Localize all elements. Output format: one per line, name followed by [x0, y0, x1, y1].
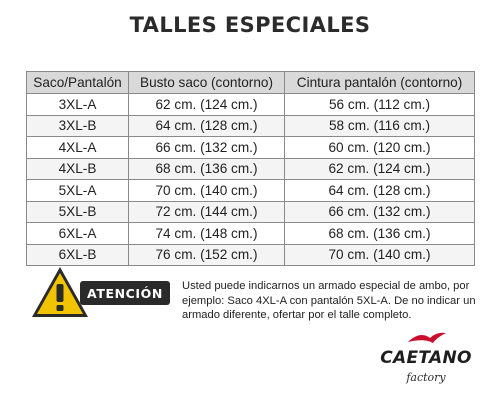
- cell-size: 3XL-A: [27, 94, 129, 116]
- table-row: [27, 115, 475, 137]
- table-header-row: [27, 72, 475, 94]
- table-row: [27, 94, 475, 116]
- table-row: [27, 223, 475, 245]
- cell-bust: 64 cm. (128 cm.): [129, 115, 285, 137]
- cell-waist: 56 cm. (112 cm.): [285, 94, 475, 116]
- table-row: [27, 201, 475, 223]
- table-body: [27, 94, 475, 266]
- cell-waist: 70 cm. (140 cm.): [285, 244, 475, 266]
- table-row: [27, 158, 475, 180]
- cell-size: 3XL-B: [27, 115, 129, 137]
- table-row: [27, 180, 475, 202]
- table-row: [27, 244, 475, 266]
- cell-size: 4XL-B: [27, 158, 129, 180]
- cell-bust: 66 cm. (132 cm.): [129, 137, 285, 159]
- size-table: [26, 71, 475, 266]
- warning-label: ATENCIÓN: [80, 281, 170, 305]
- cell-size: 5XL-A: [27, 180, 129, 202]
- cell-bust: 70 cm. (140 cm.): [129, 180, 285, 202]
- cell-waist: 60 cm. (120 cm.): [285, 137, 475, 159]
- brand-name: CAETANO: [380, 348, 472, 368]
- cell-waist: 66 cm. (132 cm.): [285, 201, 475, 223]
- notice-text: Usted puede indicarnos un armado especial de ambo, por ejemplo: Saco 4XL-A con pantalón 5XL-A. De no indicar un armado diferente, ofertar por el talle completo.: [182, 280, 476, 321]
- cell-waist: 68 cm. (136 cm.): [285, 223, 475, 245]
- cell-bust: 76 cm. (152 cm.): [129, 244, 285, 266]
- cell-bust: 72 cm. (144 cm.): [129, 201, 285, 223]
- cell-size: 5XL-B: [27, 201, 129, 223]
- cell-waist: 64 cm. (128 cm.): [285, 180, 475, 202]
- cell-bust: 74 cm. (148 cm.): [129, 223, 285, 245]
- table-row: [27, 137, 475, 159]
- cell-bust: 68 cm. (136 cm.): [129, 158, 285, 180]
- header-cell-bust: Busto saco (contorno): [129, 72, 285, 94]
- brand-subtitle: factory: [406, 371, 446, 384]
- cell-size: 6XL-A: [27, 223, 129, 245]
- header-cell-size: Saco/Pantalón: [27, 72, 129, 94]
- cell-waist: 62 cm. (124 cm.): [285, 158, 475, 180]
- header-cell-waist: Cintura pantalón (contorno): [285, 72, 475, 94]
- cell-size: 4XL-A: [27, 137, 129, 159]
- brand-logo: [378, 330, 474, 396]
- cell-bust: 62 cm. (124 cm.): [129, 94, 285, 116]
- cell-size: 6XL-B: [27, 244, 129, 266]
- page-title: TALLES ESPECIALES: [129, 13, 371, 37]
- bird-logo-icon: [406, 330, 448, 348]
- cell-waist: 58 cm. (116 cm.): [285, 115, 475, 137]
